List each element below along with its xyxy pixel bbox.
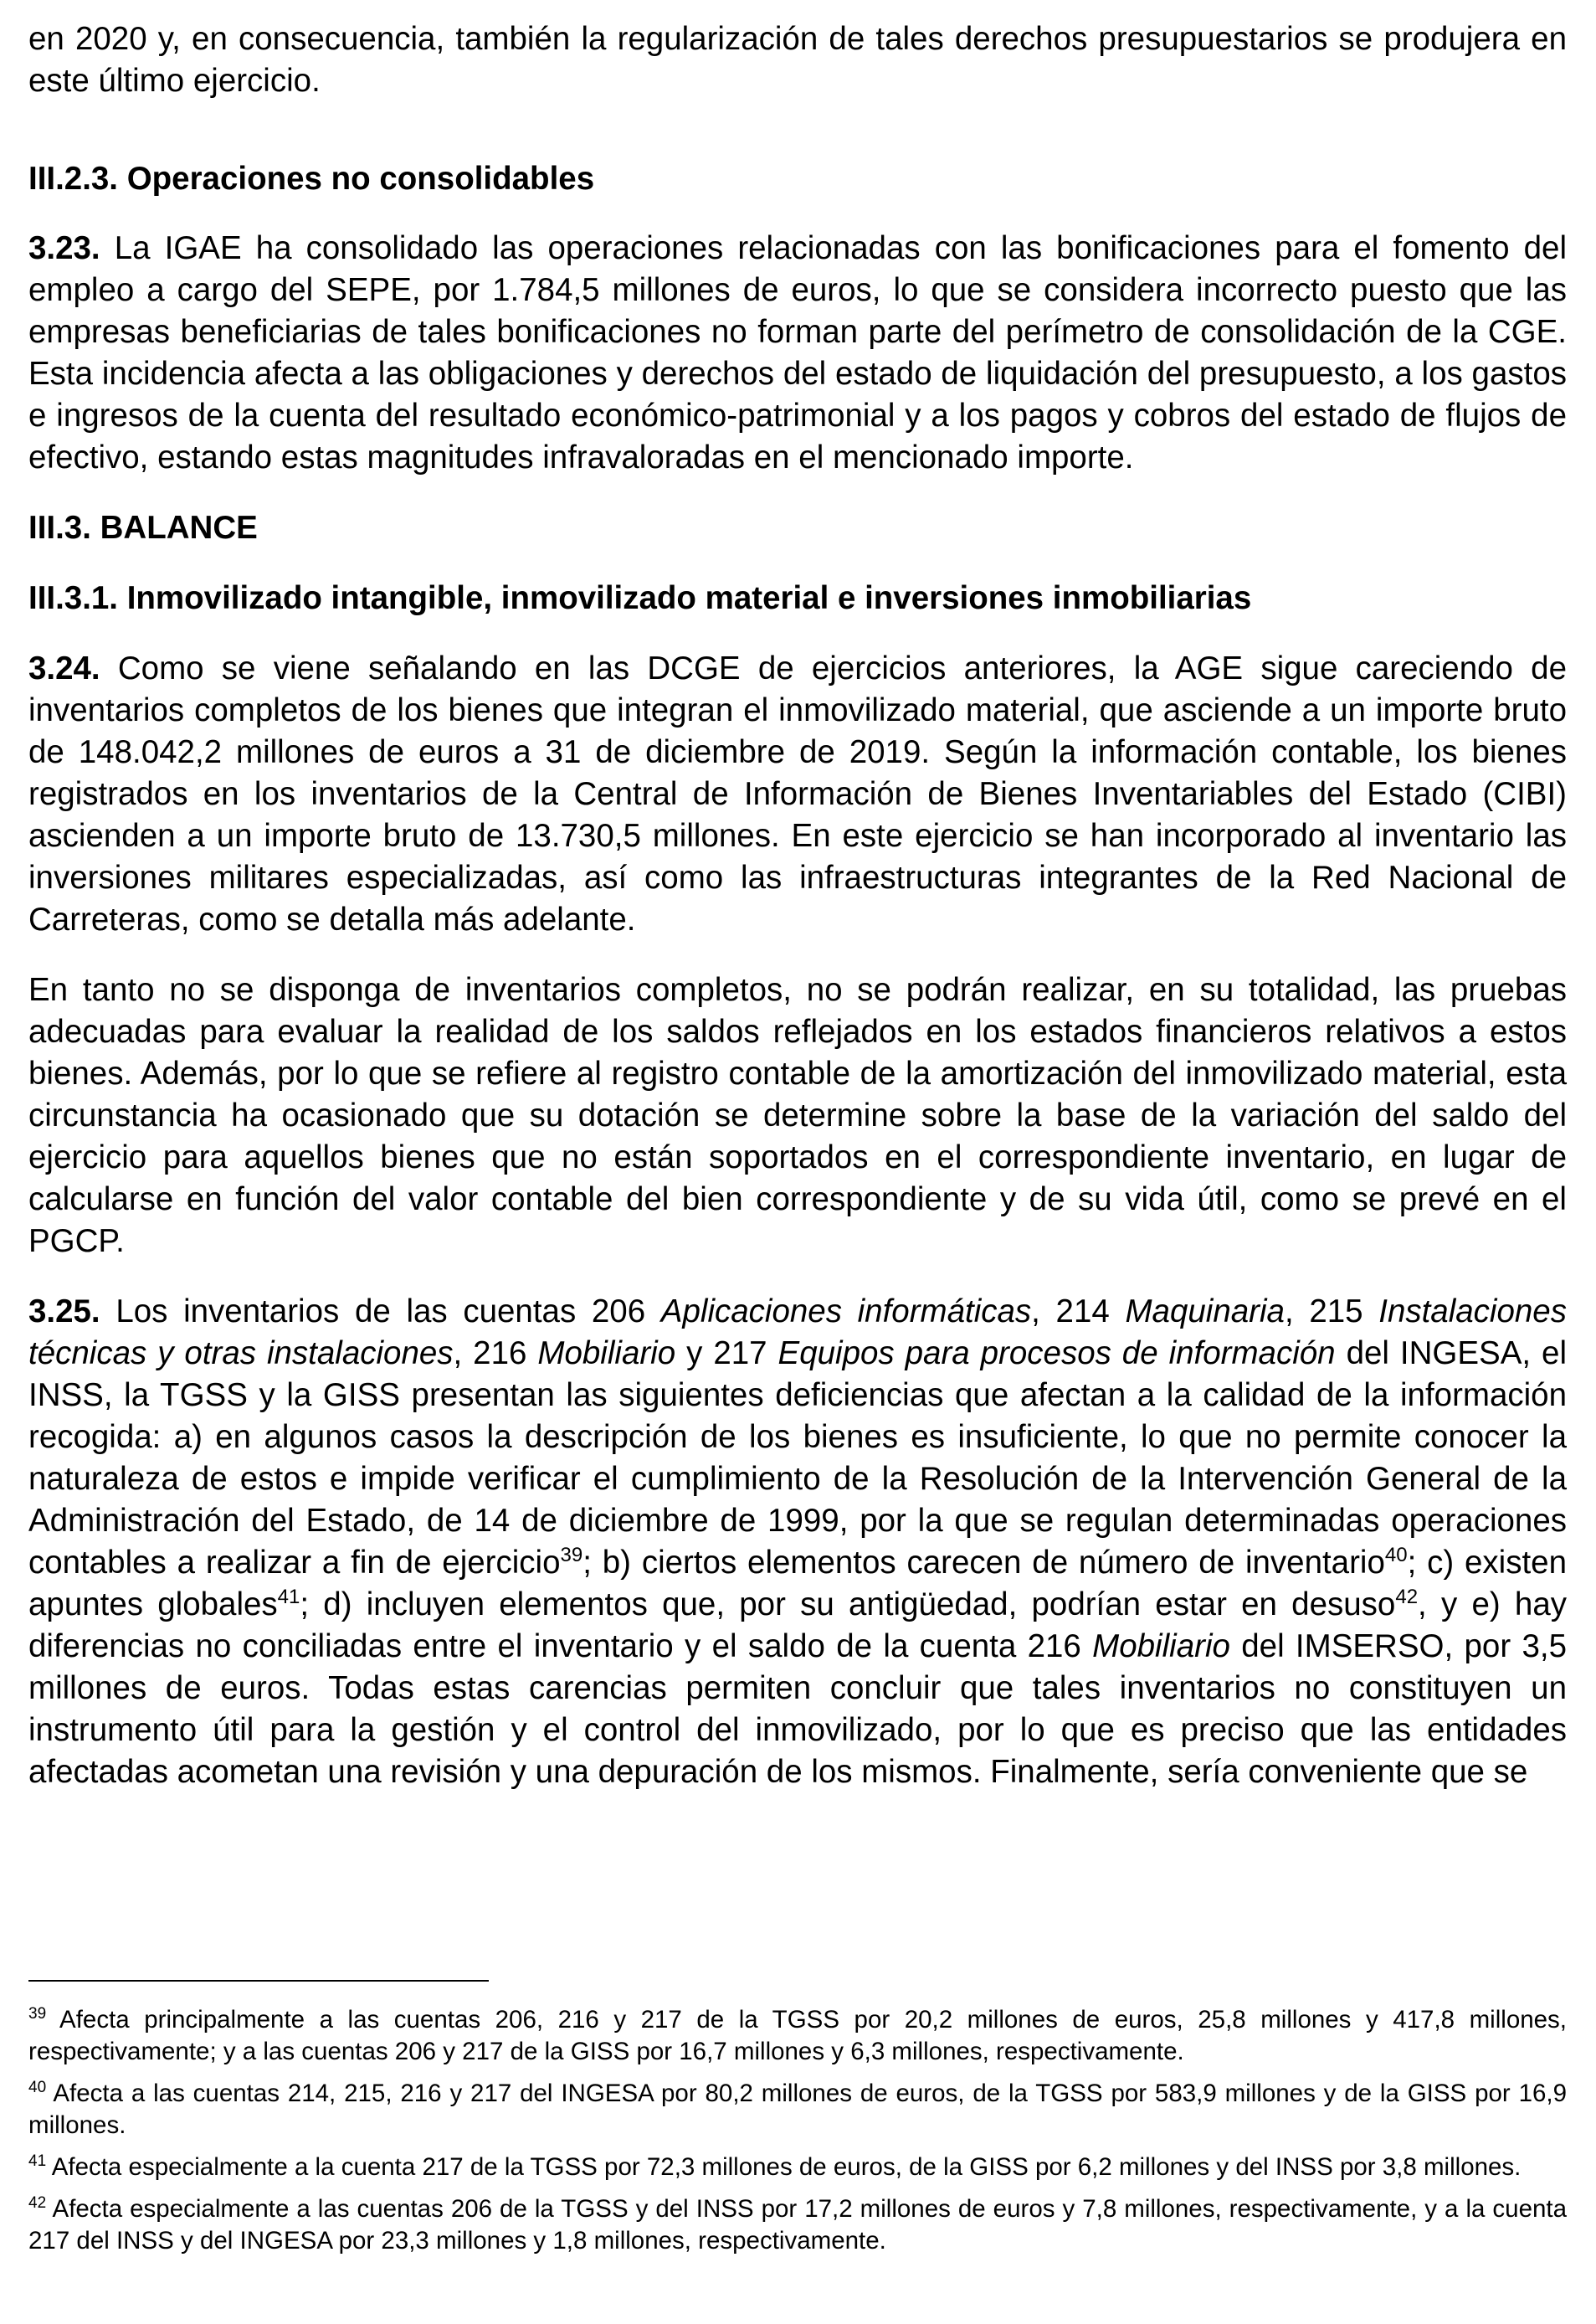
- paragraph-3-24: [28, 648, 1567, 941]
- footnote-ref-40[interactable]: 40: [1384, 1544, 1408, 1567]
- text-run: del IMSERSO, por 3,5 millones de euros. Todas estas carencias permiten concluir que tales inventarios no constituyen un instrumento útil para la gestión y el control del inmovilizado, por lo que es preciso que las entidades afectadas acometan una revisión y una depuración de los mismos. Finalmente, sería conveniente que se: [28, 1628, 1567, 1790]
- text-run: ; c) existen apuntes globales: [28, 1545, 1567, 1622]
- text-run: y 217: [675, 1335, 778, 1371]
- section-heading-3-1: III.3.1. Inmovilizado intangible, inmovilizado material e inversiones inmobiliarias: [28, 580, 1252, 616]
- text-run: Los inventarios de las cuentas 206: [100, 1293, 661, 1329]
- paragraph-number: 3.25.: [28, 1293, 100, 1329]
- text-run: ; d) incluyen elementos que, por su antigüedad, podrían estar en desuso: [300, 1586, 1396, 1622]
- italic-run: Maquinaria: [1125, 1293, 1285, 1329]
- footnote-mark: 42: [28, 2194, 47, 2213]
- footnote-ref-42[interactable]: 42: [1395, 1586, 1419, 1609]
- paragraph-3-23: [28, 228, 1567, 479]
- italic-run: Mobiliario: [1092, 1628, 1230, 1664]
- footnotes: [28, 2004, 1567, 2267]
- footnote-mark: 41: [28, 2152, 47, 2171]
- intro-paragraph: en 2020 y, en consecuencia, también la regularización de tales derechos presupuestarios se produjera en este último ejercicio.: [28, 21, 1567, 99]
- footnote-mark: 39: [28, 2005, 47, 2023]
- paragraph-text: La IGAE ha consolidado las operaciones relacionadas con las bonificaciones para el fomento del empleo a cargo del SEPE, por 1.784,5 millones de euros, lo que se considera incorrecto puesto que las empresas beneficiarias de tales bonificaciones no forman parte del perímetro de consolidación de la CGE. Esta incidencia afecta a las obligaciones y derechos del estado de liquidación del presupuesto, a los gastos e ingresos de la cuenta del resultado económico-patrimonial y a los pagos y cobros del estado de flujos de efectivo, estando estas magnitudes infravaloradas en el mencionado importe.: [28, 230, 1567, 476]
- text-run: ; b) ciertos elementos carecen de número de inventario: [582, 1545, 1385, 1581]
- paragraph-text: Como se viene señalando en las DCGE de ejercicios anteriores, la AGE sigue careciendo de inventarios completos de los bienes que integran el inmovilizado material, que asciende a un importe bruto de 148.042,2 millones de euros a 31 de diciembre de 2019. Según la información contable, los bienes registrados en los inventarios de la Central de Información de Bienes Inventariables del Estado (CIBI) ascienden a un importe bruto de 13.730,5 millones. En este ejercicio se han incorporado al inventario las inversiones militares especializadas, así como las infraestructuras integrantes de la Red Nacional de Carreteras, como se detalla más adelante.: [28, 650, 1567, 938]
- paragraph-number: 3.24.: [28, 650, 100, 686]
- footnote-39: [28, 2004, 1567, 2068]
- italic-run: Mobiliario: [537, 1335, 676, 1371]
- footnote-text: Afecta a las cuentas 214, 215, 216 y 217 del INGESA por 80,2 millones de euros, de la TGSS por 583,9 millones y de la GISS por 16,9 millones.: [28, 2080, 1567, 2139]
- italic-run: Instalaciones técnicas y otras instalaciones: [28, 1293, 1567, 1371]
- footnote-ref-39[interactable]: 39: [560, 1544, 583, 1567]
- document-page: [28, 18, 1567, 1793]
- footnote-ref-41[interactable]: 41: [277, 1586, 300, 1609]
- footnote-text: Afecta especialmente a la cuenta 217 de la TGSS por 72,3 millones de euros, de la GISS por 6,2 millones y del INSS por 3,8 millones.: [46, 2153, 1522, 2181]
- paragraph-number: 3.23.: [28, 230, 100, 266]
- footnote-text: Afecta especialmente a las cuentas 206 de la TGSS y del INSS por 17,2 millones de euros y 7,8 millones, respectivamente, y a la cuenta 217 del INSS y del INGESA por 23,3 millones y 1,8 millones, respectivamente.: [28, 2195, 1567, 2255]
- text-run: , 214: [1031, 1293, 1126, 1329]
- footnote-mark: 40: [28, 2079, 47, 2097]
- footnote-40: [28, 2078, 1567, 2141]
- italic-run: Aplicaciones informáticas: [660, 1293, 1032, 1329]
- text-run: del INGESA, el INSS, la TGSS y la GISS presentan las siguientes deficiencias que afectan a la calidad de la información recogida: a) en algunos casos la descripción de los bienes es insuficiente, lo que no permite conocer la naturaleza de estos e impide verificar el cumplimiento de la Resolución de la Intervención General de la Administración del Estado, de 14 de diciembre de 1999, por la que se regulan determinadas operaciones contables a realizar a fin de ejercicio: [28, 1335, 1568, 1581]
- footnote-41: [28, 2152, 1567, 2183]
- text-run: , 215: [1284, 1293, 1379, 1329]
- section-heading-3: III.3. BALANCE: [28, 510, 258, 546]
- italic-run: Equipos para procesos de información: [777, 1335, 1336, 1371]
- footnote-42: [28, 2193, 1567, 2257]
- footnote-text: Afecta principalmente a las cuentas 206, 216 y 217 de la TGSS por 20,2 millones de euros, 25,8 millones y 417,8 millones, respectivamente; y a las cuentas 206 y 217 de la GISS por 16,7 millones y 6,3 millones, respectivamente.: [28, 2006, 1567, 2065]
- paragraph-3-24-continued: En tanto no se disponga de inventarios completos, no se podrán realizar, en su totalidad, las pruebas adecuadas para evaluar la realidad de los saldos reflejados en los estados financieros relativos a estos bienes. Además, por lo que se refiere al registro contable de la amortización del inmovilizado material, esta circunstancia ha ocasionado que su dotación se determine sobre la base de la variación del saldo del ejercicio para aquellos bienes que no están soportados en el correspondiente inventario, en lugar de calcularse en función del valor contable del bien correspondiente y de su vida útil, como se prevé en el PGCP.: [28, 972, 1567, 1259]
- footnote-separator: [28, 1980, 489, 1982]
- paragraph-3-25: [28, 1291, 1567, 1793]
- text-run: , y e) hay diferencias no conciliadas entre el inventario y el saldo de la cuenta 216: [28, 1586, 1567, 1664]
- text-run: , 216: [453, 1335, 538, 1371]
- section-heading-2-2-3: III.2.3. Operaciones no consolidables: [28, 161, 595, 197]
